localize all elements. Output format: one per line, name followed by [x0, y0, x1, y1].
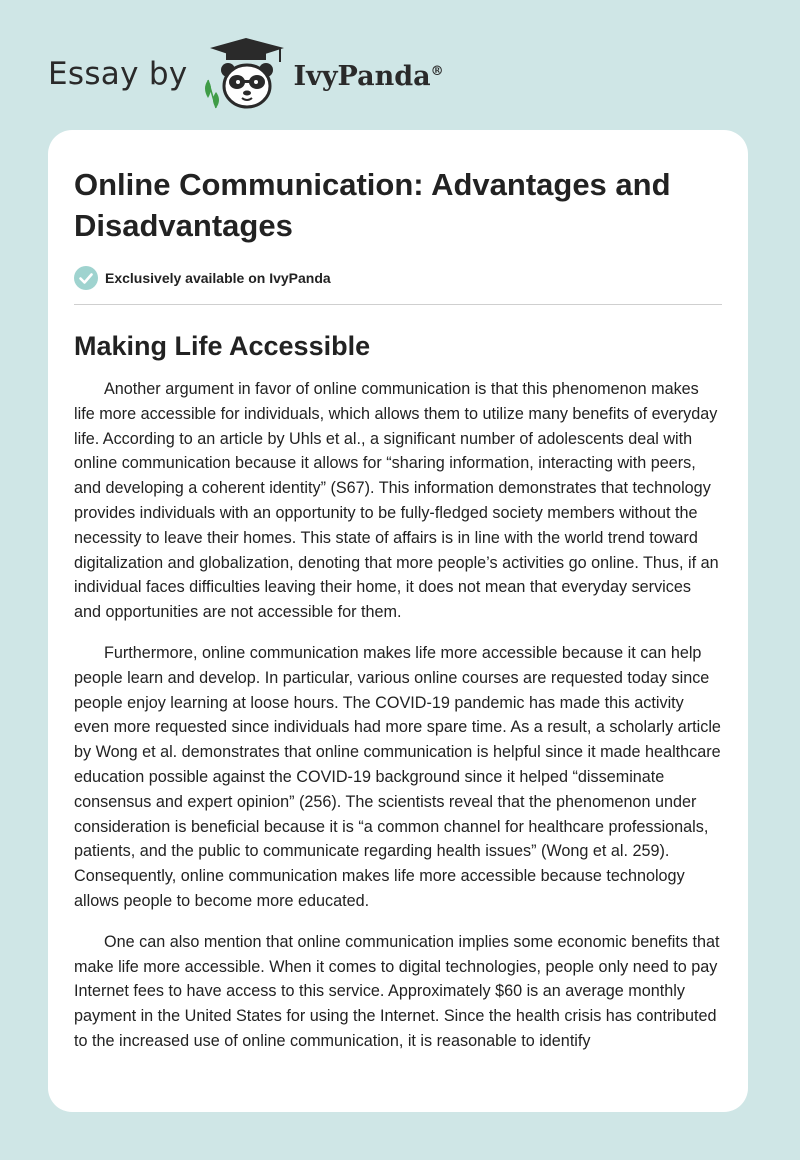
- section-heading: Making Life Accessible: [74, 331, 371, 361]
- page-title: Online Communication: Advantages and Disadvantages: [74, 167, 671, 243]
- brand-name[interactable]: IvyPanda®: [293, 60, 444, 92]
- divider: [74, 304, 722, 305]
- paragraph: Furthermore, online communication makes life more accessible because it can help people learn and develop. In particular, various online courses are requested today since people enjoy learning at loose hours. The COVID-19 pandemic has made this activity even more requested since individuals had more spare time. As a result, a scholarly article by Wong et al. demonstrates that online communication is helpful since it made healthcare education possible against the COVID-19 background since it helped “disseminate consensus and expert opinion” (256). The scientists reveal that the phenomenon under consideration is beneficial because it is “a common channel for healthcare professionals, patients, and the public to communicate regarding health issues” (Wong et al. 259). Consequently, online communication makes life more accessible because technology allows people to become more educated.: [74, 643, 721, 910]
- essay-by-label: Essay by: [48, 56, 188, 92]
- paragraph: One can also mention that online communication implies some economic benefits that make life more accessible. When it comes to digital technologies, people only need to pay Internet fees to have access to this service. Approximately $60 is an average monthly payment in the United States for using the Internet. Since the health crisis has contributed to the increased use of online communication, it is reasonable to identify: [74, 932, 720, 1050]
- exclusive-badge: [74, 266, 722, 290]
- essay-card: [48, 130, 748, 1112]
- exclusive-badge-label: Exclusively available on IvyPanda: [105, 270, 331, 286]
- panda-logo-icon[interactable]: [200, 36, 292, 112]
- registered-mark: ®: [430, 63, 444, 79]
- site-header: [48, 36, 444, 112]
- paragraph: Another argument in favor of online communication is that this phenomenon makes life more accessible for individuals, which allows them to utilize many benefits of everyday life. According to an article by Uhls et al., a significant number of adolescents deal with online communication because it allows for “sharing information, interacting with peers, and developing a coherent identity” (S67). This information demonstrates that technology provides individuals with an opportunity to be fully-fledged society members without the necessity to leave their homes. This state of affairs is in line with the world trend toward digitalization and globalization, denoting that more people’s activities go online. Thus, if an individual faces difficulties leaving their home, it does not mean that everyday services and opportunities are not accessible for them.: [74, 380, 719, 622]
- checkmark-icon: [74, 266, 98, 290]
